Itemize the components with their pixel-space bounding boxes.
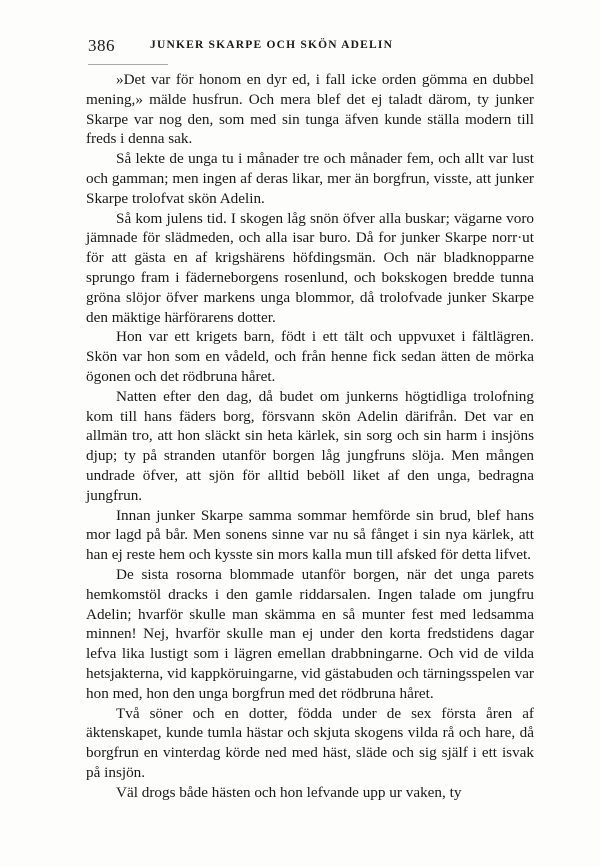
paragraph: Så kom julens tid. I skogen låg snön öfver alla buskar; vägarne voro jämnade för slädmeden, och alla isar buro. Då for junker Skarpe norr·ut för att gästa en af krigshärens höfdingsmän. Och när bladknopparne sprungo fram i fädernеborgens rosenlund, och bokskogen bredde tunna gröna slöjor öfver markens unga blommor, då trolofvade junker Skarpe den mäktige härförarens dotter.: [86, 209, 534, 326]
page-header: [88, 36, 536, 58]
paragraph: Väl drogs både hästen och hon lefvande upp ur vaken, ty: [116, 783, 462, 801]
page-number: 386: [88, 36, 115, 55]
running-title: JUNKER SKARPE OCH SKÖN ADELIN: [150, 39, 394, 51]
paragraph: De sista rosorna blommade utanför borgen, när det unga parets hemkomstöl dracks i den gamle riddarsalen. Ingen talade om jungfru Adelin; hvarför skulle man skämma en så munter fest med ledsamma minnen! Nej, hvarför skulle man ej under den korta fredstidens dagar lefva lika lustigt som i lägren emellan drabbningarne. Och vid de vilda hetsjakterna, vid kappköruingarne, vid gästabuden och tärningsspelen var hon med, hon den unga borgfrun med det rödbruna håret.: [86, 565, 534, 702]
paragraph: Hon var ett krigets barn, födt i ett tält och uppvuxet i fältlägren. Skön var hon som en vådeld, och från henne fick sedan ätten de mörka ögonen och det rödbruna håret.: [86, 328, 534, 385]
paragraph: »Det var för honom en dyr ed, i fall icke orden gömma en dubbel mening,» mälde husfrun. Och mera blef det ej taladt därom, ty junker Skarpe var nog den, som med sin tunga äfven kunde ställa modern till freds i denna sak.: [86, 71, 534, 148]
header-divider: [88, 64, 168, 65]
paragraph: Innan junker Skarpe samma sommar hemförde sin brud, blef hans mor lagd på bår. Men sonens sinne var nu så fånget i sin nya kärlek, att han ej reste hem och kysste sin mors kalla mun till afsked för detta lifvet.: [86, 506, 534, 564]
paragraph: Natten efter den dag, då budet om junkerns högtidliga trolofning kom till hans fäders borg, försvann skön Adelin därifrån. Det var en allmän tro, att hon släckt sin heta kärlek, sin sorg och sin harm i insjöns djup; ty på stranden utanför borgen låg jungfruns slöja. Men mången undrade öfver, att sjön för alltid beböll liket af den unga, bedragna jungfrun.: [86, 387, 534, 504]
body-text: [86, 70, 534, 802]
paragraph: Två söner och en dotter, födda under de sex första åren af äktenskapet, kunde tumla hästar och skjuta skogens vilda rå och hare, då borgfrun en vinterdag körde ned med häst, släde och sig själf i ett isvak på insjön.: [86, 704, 534, 781]
paragraph: Så lekte de unga tu i månader tre och månader fem, och allt var lust och gamman; men ingen af deras likar, mer än borgfrun, visste, att junker Skarpe trolofvat skön Adelin.: [86, 150, 534, 207]
